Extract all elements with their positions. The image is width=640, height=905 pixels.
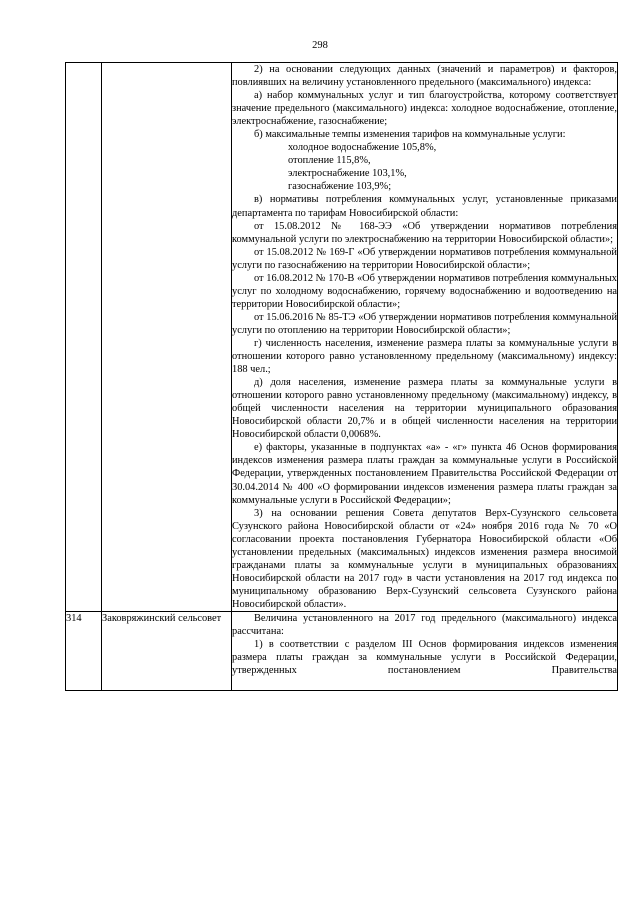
table-row [66,611,618,690]
paragraph: Величина установленного на 2017 год предельного (максимального) индекса рассчитана: [232,612,617,638]
tariff-item: электроснабжение 103,1%, [288,168,407,180]
paragraph: от 16.08.2012 № 170-В «Об утверждении нормативов потребления коммунальных услуг по холодному водоснабжению, горячему водоснабжению и водоотведению на территории Новосибирской области»; [232,272,617,310]
paragraph: г) численность населения, изменение размера платы за коммунальные услуги в отношении которого равно установленному предельному (максимальному) индексу: 188 чел.; [232,337,617,376]
page-number: 298 [312,40,328,51]
paragraph: е) факторы, указанные в подпунктах «а» - «г» пункта 46 Основ формирования индексов изменения размера платы граждан за коммунальные услуги в Российской Федерации, утвержденных постановлением Правительства Российской Федерации от 30.04.2014 № 400 «О формировании индексов изменения размера платы граждан за коммунальные услуги в Российской Федерации»; [232,442,617,506]
paragraph: д) доля населения, изменение размера платы за коммунальные услуги в отношении которого равно установленному предельному (максимальному) индексу, в общей численности населения на территории муниципального образования Новосибирской области 20,7% и в общей численности населения на территории Новосибирской области 0,0068%. [232,377,617,441]
data-table [65,62,618,691]
tariff-item: отопление 115,8%, [288,155,371,167]
municipality-name-cell: Заковряжинский сельсовет [102,611,232,690]
paragraph: 2) на основании следующих данных (значений и параметров) и факторов, повлиявших на величину установленного предельного (максимального) индекса: [232,64,617,89]
paragraph: а) набор коммунальных услуг и тип благоустройства, которому соответствует значение предельного (максимального) индекса: холодное водоснабжение, отопление, электроснабжение, газоснабжение; [232,90,617,128]
paragraph: 3) на основании решения Совета депутатов Верх-Сузунского сельсовета Сузунского района Новосибирской области от «24» ноября 2016 года № 70 «О согласовании проекта постановления Губернатора Новосибирской области «Об установлении предельных (максимальных) индексов изменения размера вносимой гражданами платы за коммунальные услуги в муниципальных образованиях Новосибирской области на 2017 год» в части установления на 2017 год индекса по муниципальному образованию Верх-Сузунский сельсовета Сузунского района Новосибирской области». [232,507,617,610]
paragraph: б) максимальные темпы изменения тарифов на коммунальные услуги: [254,129,566,141]
tariff-item: газоснабжение 103,9%; [288,181,392,193]
municipality-name-cell [102,63,232,612]
row-number-cell: 314 [66,611,102,690]
description-cell [232,611,618,690]
tariff-item: холодное водоснабжение 105,8%, [288,142,437,154]
table-row [66,63,618,612]
paragraph: от 15.08.2012 № 168-ЭЭ «Об утверждении нормативов потребления коммунальной услуги по электроснабжению на территории Новосибирской области»; [232,220,617,245]
paragraph: от 15.08.2012 № 169-Г «Об утверждении нормативов потребления коммунальной услуги по газоснабжению на территории Новосибирской области»; [232,246,617,271]
row-number-cell [66,63,102,612]
description-cell [232,63,618,612]
paragraph: в) нормативы потребления коммунальных услуг, установленные приказами департамента по тарифам Новосибирской области: [232,194,617,219]
paragraph: от 15.06.2016 № 85-ТЭ «Об утверждении нормативов потребления коммунальной услуги по отоплению на территории Новосибирской области»; [232,311,617,336]
paragraph: 1) в соответствии с разделом III Основ формирования индексов изменения размера платы граждан за коммунальные услуги в Российской Федерации, утвержденных постановлением Правительства [232,639,617,677]
